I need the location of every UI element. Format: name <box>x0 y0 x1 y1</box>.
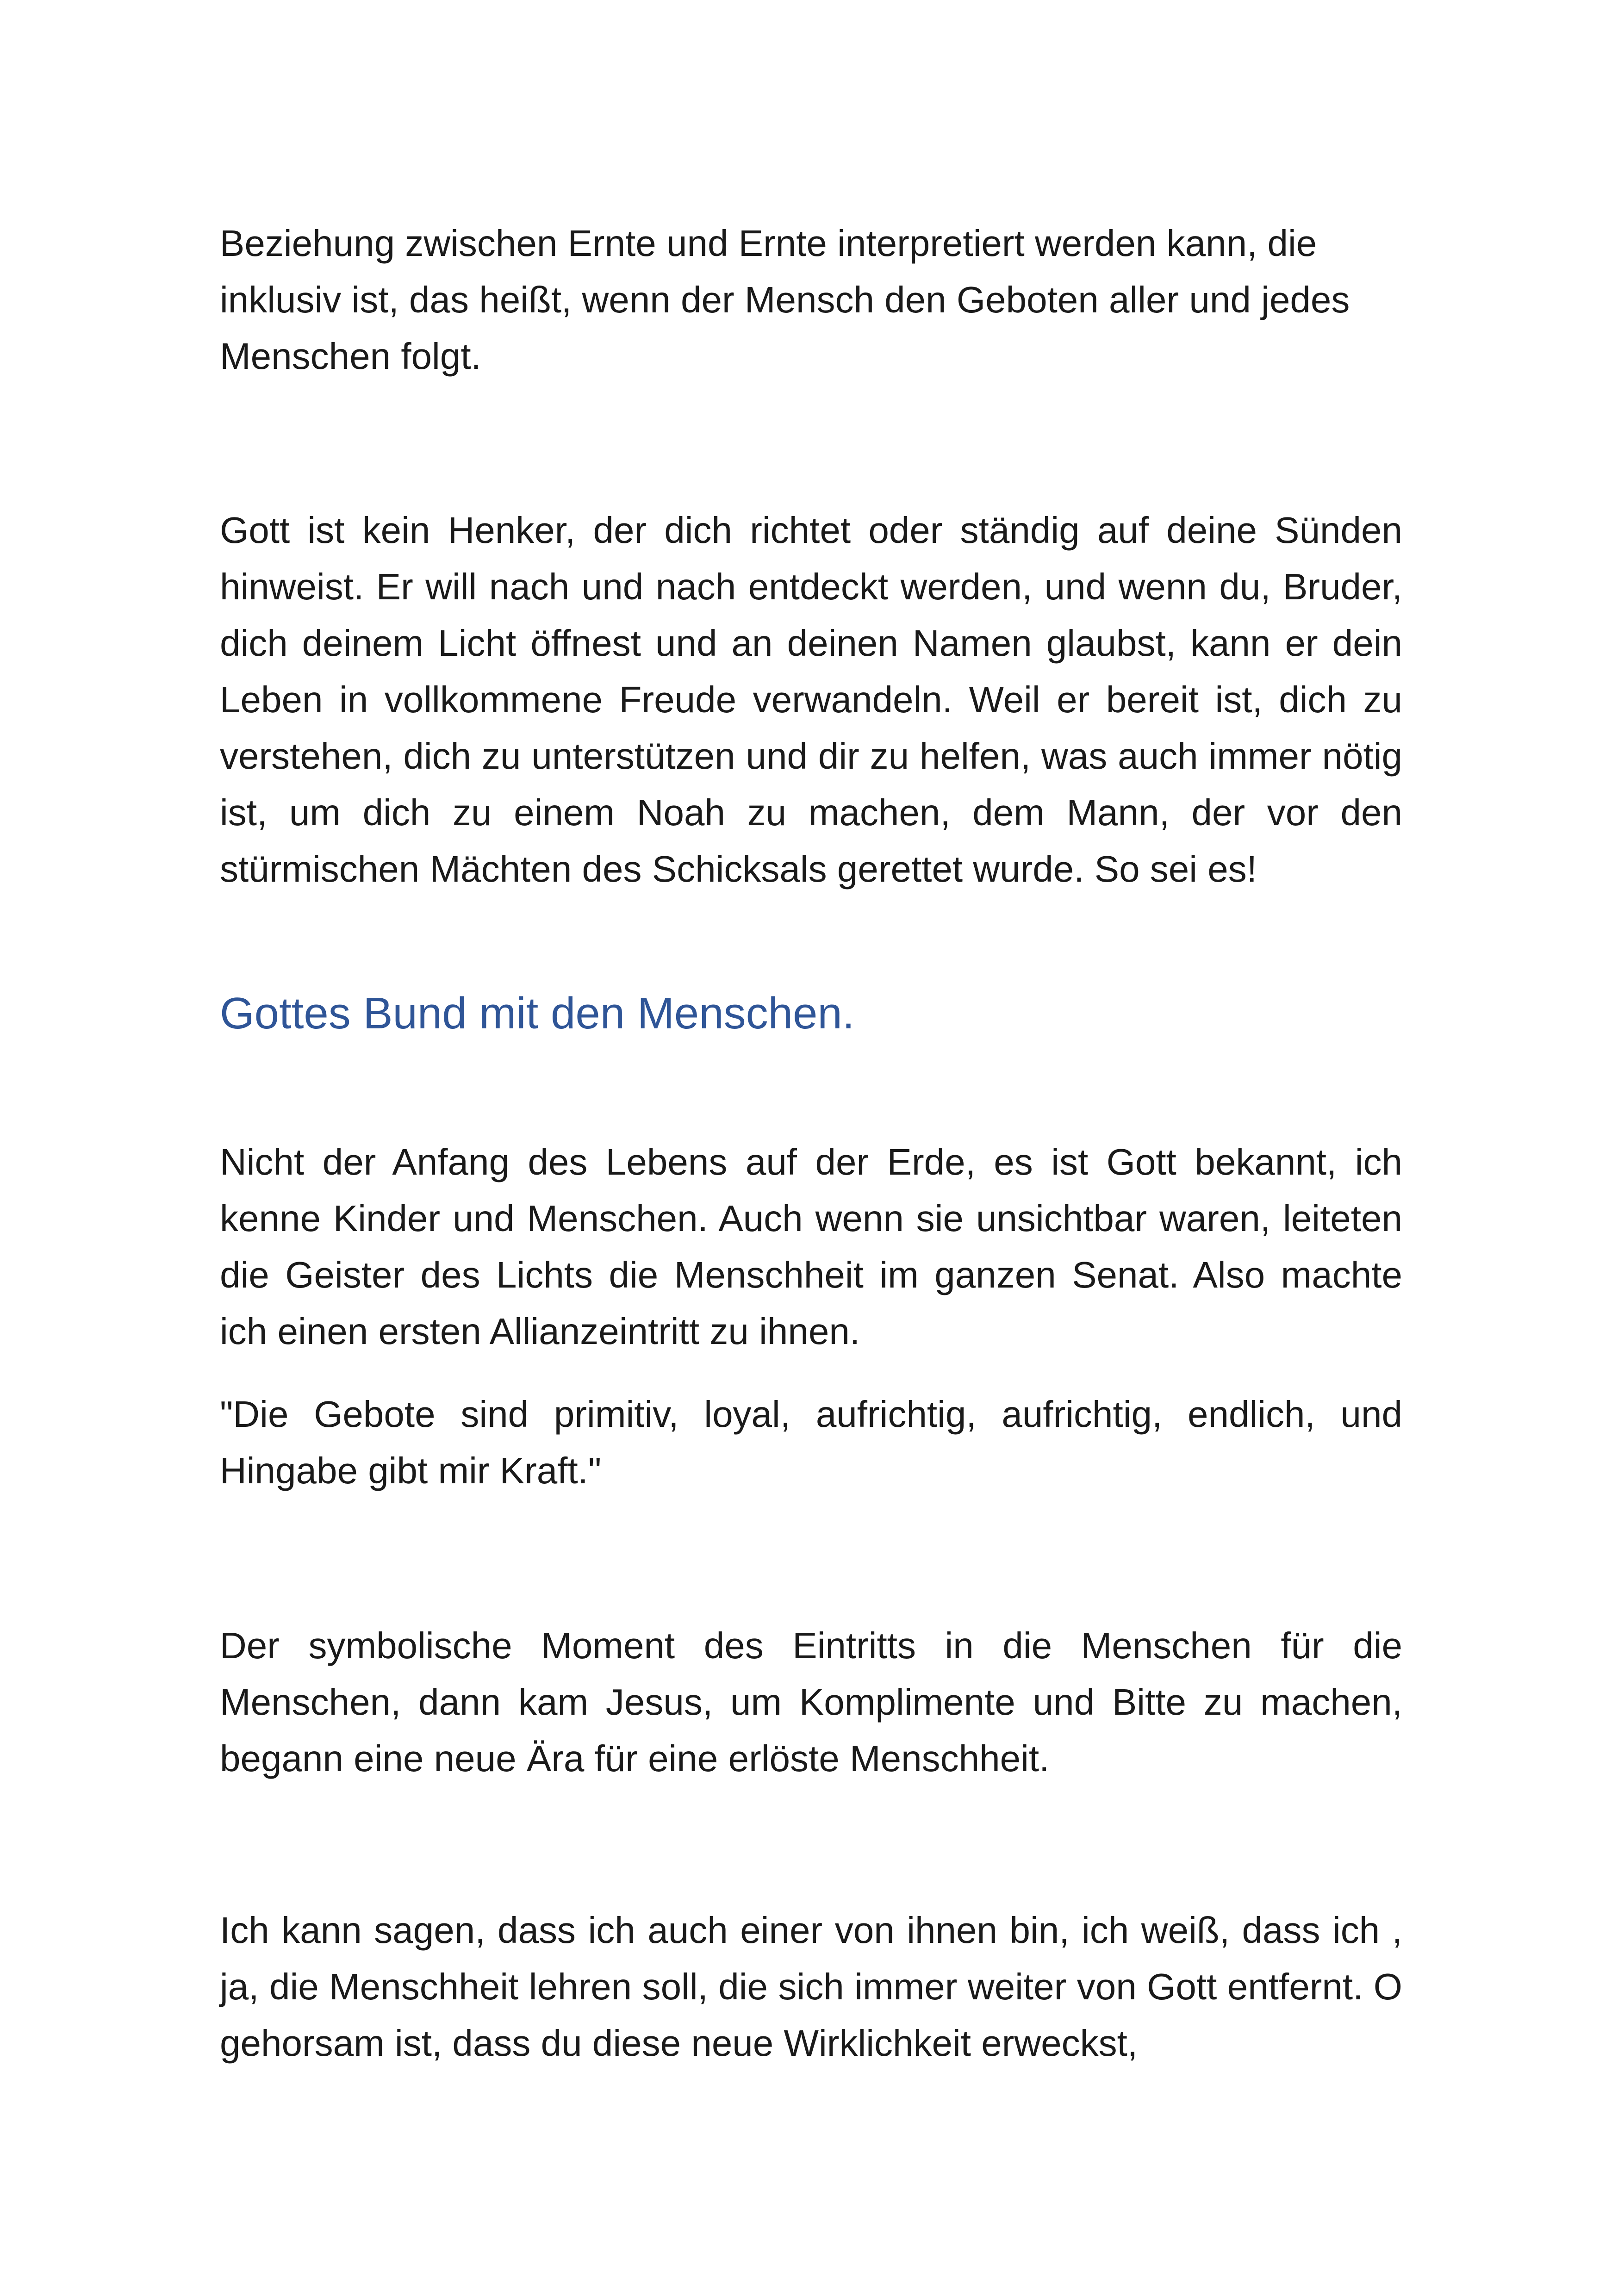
paragraph-i-can-say: Ich kann sagen, dass ich auch einer von ihnen bin, ich weiß, dass ich , ja, die Menschheit lehren soll, die sich immer weiter von Gott entfernt. O gehorsam ist, dass du diese neue Wirklichkeit erweckst, <box>220 1910 1402 2064</box>
paragraph-god-not-executioner: Gott ist kein Henker, der dich richtet oder ständig auf deine Sünden hinweist. Er will nach und nach entdeckt werden, und wenn du, Bruder, dich deinem Licht öffnest und an deinen Namen glaubst, kann er dein Leben in vollkommene Freude verwandeln. Weil er bereit ist, dich zu verstehen, dich zu unterstützen und dir zu helfen, was auch immer nötig ist, um dich zu einem Noah zu machen, dem Mann, der vor den stürmischen Mächten des Schicksals gerettet wurde. So sei es! <box>220 510 1402 890</box>
paragraph-commandments-quote: "Die Gebote sind primitiv, loyal, aufrichtig, aufrichtig, endlich, und Hingabe gibt mir Kraft." <box>220 1394 1402 1491</box>
paragraph-harvest-relation: Beziehung zwischen Ernte und Ernte interpretiert werden kann, die inklusiv ist, das heißt, wenn der Mensch den Geboten aller und jedes Menschen folgt. <box>220 223 1350 377</box>
section-heading: Gottes Bund mit den Menschen. <box>220 989 855 1038</box>
paragraph-symbolic-moment: Der symbolische Moment des Eintritts in die Menschen für die Menschen, dann kam Jesus, um Komplimente und Bitte zu machen, begann eine neue Ära für eine erlöste Menschheit. <box>220 1625 1402 1779</box>
paragraph-beginning-of-life: Nicht der Anfang des Lebens auf der Erde, es ist Gott bekannt, ich kenne Kinder und Menschen. Auch wenn sie unsichtbar waren, leiteten die Geister des Lichts die Menschheit im ganzen Senat. Also machte ich einen ersten Allianzeintritt zu ihnen. <box>220 1141 1402 1352</box>
